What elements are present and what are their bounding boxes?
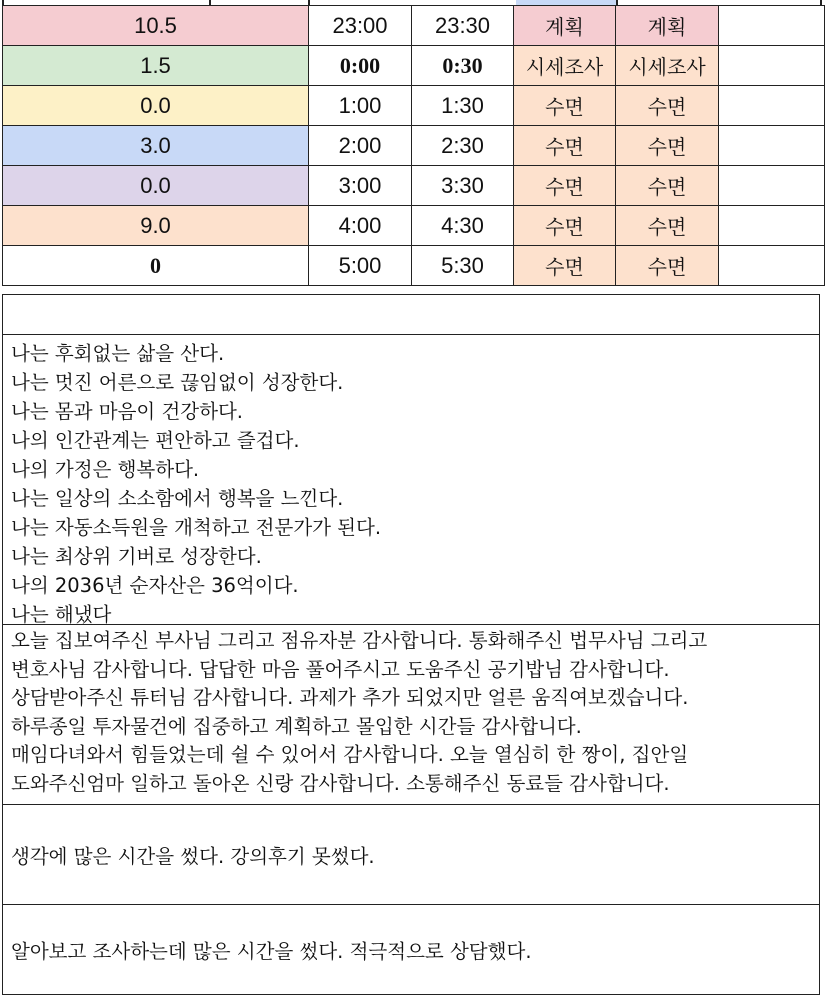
affirmation-line: 나는 멋진 어른으로 끊임없이 성장한다. (11, 371, 344, 394)
gratitude-line: 상담받아주신 튜터님 감사합니다. 과제가 추가 되었지만 얼른 움직여보겠습니다. (11, 686, 689, 709)
actual-cell: 수면 (616, 126, 719, 166)
empty-cell (719, 86, 825, 126)
end-time-cell: 1:30 (412, 86, 514, 126)
affirmation-line: 나의 가정은 행복하다. (11, 458, 200, 481)
actual-cell: 수면 (616, 166, 719, 206)
time-row (3, 6, 825, 46)
gratitude-line: 매임다녀와서 힘들었는데 쉴 수 있어서 감사합니다. 오늘 열심히 한 짱이, 집안일 (11, 743, 689, 766)
reflection-box-1 (2, 805, 820, 905)
affirmations-box (2, 335, 820, 625)
end-time-cell: 3:30 (412, 166, 514, 206)
planner-sheet (2, 0, 824, 994)
plan-cell: 수면 (514, 166, 616, 206)
end-time-cell: 2:30 (412, 126, 514, 166)
affirmation-line: 나의 인간관계는 편안하고 즐겁다. (11, 429, 300, 452)
affirmation-line: 나는 몸과 마음이 건강하다. (11, 400, 244, 423)
plan-cell: 수면 (514, 86, 616, 126)
time-row (3, 46, 825, 86)
hours-cell: 3.0 (3, 126, 309, 166)
empty-cell (719, 166, 825, 206)
time-row (3, 86, 825, 126)
plan-cell: 수면 (514, 126, 616, 166)
plan-cell: 시세조사 (514, 46, 616, 86)
end-time-cell: 4:30 (412, 206, 514, 246)
hours-cell: 10.5 (3, 6, 309, 46)
empty-row (2, 294, 820, 335)
hours-cell: 1.5 (3, 46, 309, 86)
actual-cell: 수면 (616, 86, 719, 126)
plan-cell: 수면 (514, 246, 616, 286)
start-time-cell: 1:00 (309, 86, 412, 126)
start-time-cell: 5:00 (309, 246, 412, 286)
hours-cell: 0.0 (3, 166, 309, 206)
end-time-cell: 23:30 (412, 6, 514, 46)
actual-cell: 시세조사 (616, 46, 719, 86)
hours-cell: 0.0 (3, 86, 309, 126)
affirmation-line: 나는 후회없는 삶을 산다. (11, 342, 225, 365)
hours-cell: 9.0 (3, 206, 309, 246)
affirmation-line: 나의 2036년 순자산은 36억이다. (11, 574, 299, 597)
gratitude-line: 오늘 집보여주신 부사님 그리고 점유자분 감사합니다. 통화해주신 법무사님 그리고 (11, 629, 708, 652)
start-time-cell: 23:00 (309, 6, 412, 46)
time-row (3, 246, 825, 286)
reflection-text-2: 알아보고 조사하는데 많은 시간을 썼다. 적극적으로 상담했다. (11, 939, 532, 963)
affirmation-line: 나는 자동소득원을 개척하고 전문가가 된다. (11, 516, 382, 539)
time-row (3, 126, 825, 166)
time-log-table (2, 5, 825, 286)
start-time-cell: 2:00 (309, 126, 412, 166)
plan-cell: 수면 (514, 206, 616, 246)
affirmation-line: 나는 최상위 기버로 성장한다. (11, 545, 262, 568)
time-row (3, 206, 825, 246)
actual-cell: 수면 (616, 206, 719, 246)
empty-cell (719, 206, 825, 246)
end-time-cell: 5:30 (412, 246, 514, 286)
gratitude-journal (2, 625, 820, 805)
end-time-cell: 0:30 (412, 46, 514, 86)
gratitude-line: 도와주신엄마 일하고 돌아온 신랑 감사합니다. 소통해주신 동료들 감사합니다. (11, 771, 670, 795)
hours-cell: 0 (3, 246, 309, 286)
start-time-cell: 0:00 (309, 46, 412, 86)
gratitude-line: 변호사님 감사합니다. 답답한 마음 풀어주시고 도움주신 공기밥님 감사합니다. (11, 657, 670, 681)
reflection-text-1: 생각에 많은 시간을 썼다. 강의후기 못썼다. (11, 844, 375, 868)
empty-cell (719, 6, 825, 46)
actual-cell: 수면 (616, 246, 719, 286)
time-row (3, 166, 825, 206)
start-time-cell: 3:00 (309, 166, 412, 206)
start-time-cell: 4:00 (309, 206, 412, 246)
affirmation-line: 나는 일상의 소소함에서 행복을 느낀다. (11, 487, 344, 510)
empty-cell (719, 46, 825, 86)
empty-cell (719, 246, 825, 286)
empty-cell (719, 126, 825, 166)
actual-cell: 계획 (616, 6, 719, 46)
affirmation-line: 나는 해냈다 (11, 603, 112, 626)
plan-cell: 계획 (514, 6, 616, 46)
reflection-box-2 (2, 905, 820, 995)
gratitude-line: 하루종일 투자물건에 집중하고 계획하고 몰입한 시간들 감사합니다. (11, 714, 582, 738)
